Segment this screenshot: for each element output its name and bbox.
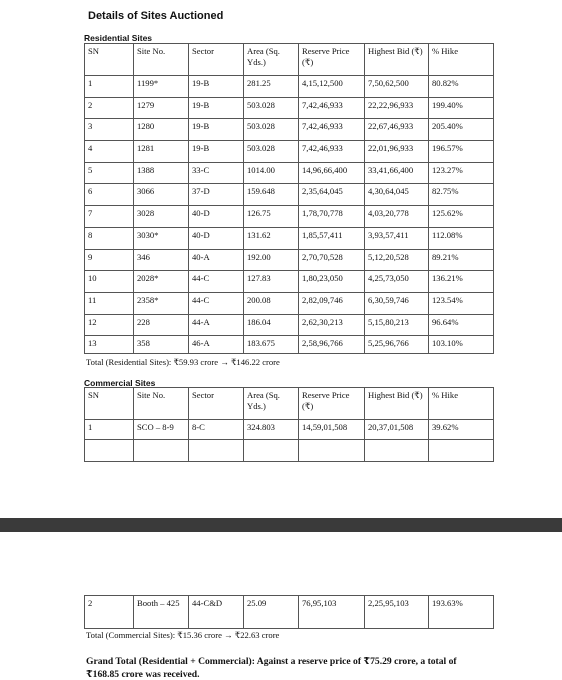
cell-sn: 12 [85,314,134,336]
header-sector: Sector [189,44,244,76]
cell-hike: 89.21% [429,249,494,271]
cell-empty [244,440,299,462]
cell-area: 192.00 [244,249,299,271]
cell-area: 159.648 [244,184,299,206]
cell-hike: 82.75% [429,184,494,206]
cell-sector: 40-D [189,206,244,228]
commercial-sites-table [84,387,494,462]
cell-sn: 7 [85,206,134,228]
cell-empty [189,440,244,462]
cell-hike: 112.08% [429,227,494,249]
cell-highest-bid: 5,12,20,528 [365,249,429,271]
cell-area: 503.028 [244,141,299,163]
header-reserve-price: Reserve Price (₹) [299,44,365,76]
cell-highest-bid: 5,25,96,766 [365,336,429,354]
table-row [85,292,494,314]
cell-hike: 199.40% [429,97,494,119]
table-row [85,162,494,184]
cell-highest-bid: 5,15,80,213 [365,314,429,336]
cell-site-no: 3066 [134,184,189,206]
cell-sn: 9 [85,249,134,271]
cell-hike: 123.54% [429,292,494,314]
cell-sn: 2 [85,596,134,629]
grand-total: Grand Total (Residential + Commercial): Against a reserve price of ₹75.29 crore, a total of ₹168.85 crore was received. [86,656,457,680]
cell-site-no: 228 [134,314,189,336]
cell-sector: 44-C [189,271,244,293]
cell-reserve-price: 2,82,09,746 [299,292,365,314]
cell-reserve-price: 4,15,12,500 [299,76,365,98]
cell-site-no: 1280 [134,119,189,141]
cell-reserve-price: 2,58,96,766 [299,336,365,354]
table-row [85,206,494,228]
cell-sector: 44-A [189,314,244,336]
cell-highest-bid: 4,25,73,050 [365,271,429,293]
table-row-blank [85,440,494,462]
cell-site-no: 2028* [134,271,189,293]
header-highest-bid: Highest Bid (₹) [365,388,429,420]
table-row [85,314,494,336]
cell-sector: 19-B [189,119,244,141]
cell-site-no: 1199* [134,76,189,98]
cell-area: 186.04 [244,314,299,336]
page-break [0,518,562,532]
table-row [85,119,494,141]
cell-reserve-price: 7,42,46,933 [299,141,365,163]
cell-reserve-price: 7,42,46,933 [299,119,365,141]
cell-reserve-price: 1,85,57,411 [299,227,365,249]
header-area: Area (Sq. Yds.) [244,44,299,76]
cell-empty [85,440,134,462]
cell-highest-bid: 3,93,57,411 [365,227,429,249]
cell-highest-bid: 22,67,46,933 [365,119,429,141]
table-row [85,596,494,629]
header-sn: SN [85,44,134,76]
header-sector: Sector [189,388,244,420]
cell-sector: 44-C [189,292,244,314]
cell-highest-bid: 6,30,59,746 [365,292,429,314]
cell-reserve-price: 2,35,64,045 [299,184,365,206]
cell-highest-bid: 4,03,20,778 [365,206,429,228]
commercial-total: Total (Commercial Sites): ₹15.36 crore → ₹22.63 crore [86,630,280,640]
cell-sn: 1 [85,420,134,440]
table-row [85,184,494,206]
cell-reserve-price: 1,80,23,050 [299,271,365,293]
cell-area: 127.83 [244,271,299,293]
header-reserve-price: Reserve Price (₹) [299,388,365,420]
table-row [85,336,494,354]
cell-site-no: 3028 [134,206,189,228]
cell-highest-bid: 4,30,64,045 [365,184,429,206]
cell-area: 200.08 [244,292,299,314]
header-sn: SN [85,388,134,420]
cell-sn: 13 [85,336,134,354]
cell-reserve-price: 2,70,70,528 [299,249,365,271]
table-row [85,249,494,271]
cell-site-no: 346 [134,249,189,271]
residential-heading: Residential Sites [84,33,153,43]
residential-header-row [85,44,494,76]
cell-sn: 8 [85,227,134,249]
cell-area: 503.028 [244,119,299,141]
cell-highest-bid: 7,50,62,500 [365,76,429,98]
cell-area: 324.803 [244,420,299,440]
cell-reserve-price: 1,78,70,778 [299,206,365,228]
cell-highest-bid: 2,25,95,103 [365,596,429,629]
cell-area: 25.09 [244,596,299,629]
cell-empty [299,440,365,462]
cell-area: 1014.00 [244,162,299,184]
header-highest-bid: Highest Bid (₹) [365,44,429,76]
cell-hike: 193.63% [429,596,494,629]
cell-sn: 5 [85,162,134,184]
cell-hike: 136.21% [429,271,494,293]
cell-sector: 46-A [189,336,244,354]
cell-site-no: 3030* [134,227,189,249]
header-hike: % Hike [429,388,494,420]
cell-highest-bid: 20,37,01,508 [365,420,429,440]
cell-sector: 33-C [189,162,244,184]
document-page-2 [0,532,562,680]
header-area: Area (Sq. Yds.) [244,388,299,420]
cell-hike: 125.62% [429,206,494,228]
cell-reserve-price: 2,62,30,213 [299,314,365,336]
cell-sector: 40-D [189,227,244,249]
cell-hike: 96.64% [429,314,494,336]
header-site-no: Site No. [134,44,189,76]
cell-sector: 19-B [189,76,244,98]
commercial-heading: Commercial Sites [84,378,156,388]
table-row [85,420,494,440]
cell-sector: 37-D [189,184,244,206]
cell-hike: 205.40% [429,119,494,141]
table-row [85,141,494,163]
cell-sector: 40-A [189,249,244,271]
cell-site-no: Booth – 425 [134,596,189,629]
cell-empty [134,440,189,462]
cell-highest-bid: 22,22,96,933 [365,97,429,119]
cell-site-no: 1279 [134,97,189,119]
cell-sn: 6 [85,184,134,206]
cell-sector: 19-B [189,141,244,163]
cell-hike: 80.82% [429,76,494,98]
cell-hike: 103.10% [429,336,494,354]
cell-sn: 10 [85,271,134,293]
cell-reserve-price: 14,96,66,400 [299,162,365,184]
cell-sector: 19-B [189,97,244,119]
commercial-sites-table-continued [84,595,494,629]
cell-area: 503.028 [244,97,299,119]
cell-sector: 8-C [189,420,244,440]
cell-site-no: 358 [134,336,189,354]
cell-empty [365,440,429,462]
cell-reserve-price: 7,42,46,933 [299,97,365,119]
table-row [85,271,494,293]
cell-highest-bid: 33,41,66,400 [365,162,429,184]
cell-sector: 44-C&D [189,596,244,629]
residential-total: Total (Residential Sites): ₹59.93 crore → ₹146.22 crore [86,357,280,367]
cell-empty [429,440,494,462]
cell-sn: 1 [85,76,134,98]
cell-reserve-price: 14,59,01,508 [299,420,365,440]
table-row [85,227,494,249]
commercial-header-row [85,388,494,420]
cell-reserve-price: 76,95,103 [299,596,365,629]
cell-sn: 2 [85,97,134,119]
cell-hike: 39.62% [429,420,494,440]
cell-highest-bid: 22,01,96,933 [365,141,429,163]
cell-site-no: 1281 [134,141,189,163]
cell-sn: 3 [85,119,134,141]
cell-site-no: 1388 [134,162,189,184]
cell-hike: 123.27% [429,162,494,184]
cell-site-no: 2358* [134,292,189,314]
cell-site-no: SCO – 8-9 [134,420,189,440]
cell-sn: 11 [85,292,134,314]
table-row [85,76,494,98]
table-row [85,97,494,119]
cell-area: 281.25 [244,76,299,98]
cell-hike: 196.57% [429,141,494,163]
header-site-no: Site No. [134,388,189,420]
cell-sn: 4 [85,141,134,163]
cell-area: 131.62 [244,227,299,249]
cell-area: 126.75 [244,206,299,228]
cell-area: 183.675 [244,336,299,354]
header-hike: % Hike [429,44,494,76]
document-title: Details of Sites Auctioned [88,10,224,22]
residential-sites-table [84,43,494,354]
